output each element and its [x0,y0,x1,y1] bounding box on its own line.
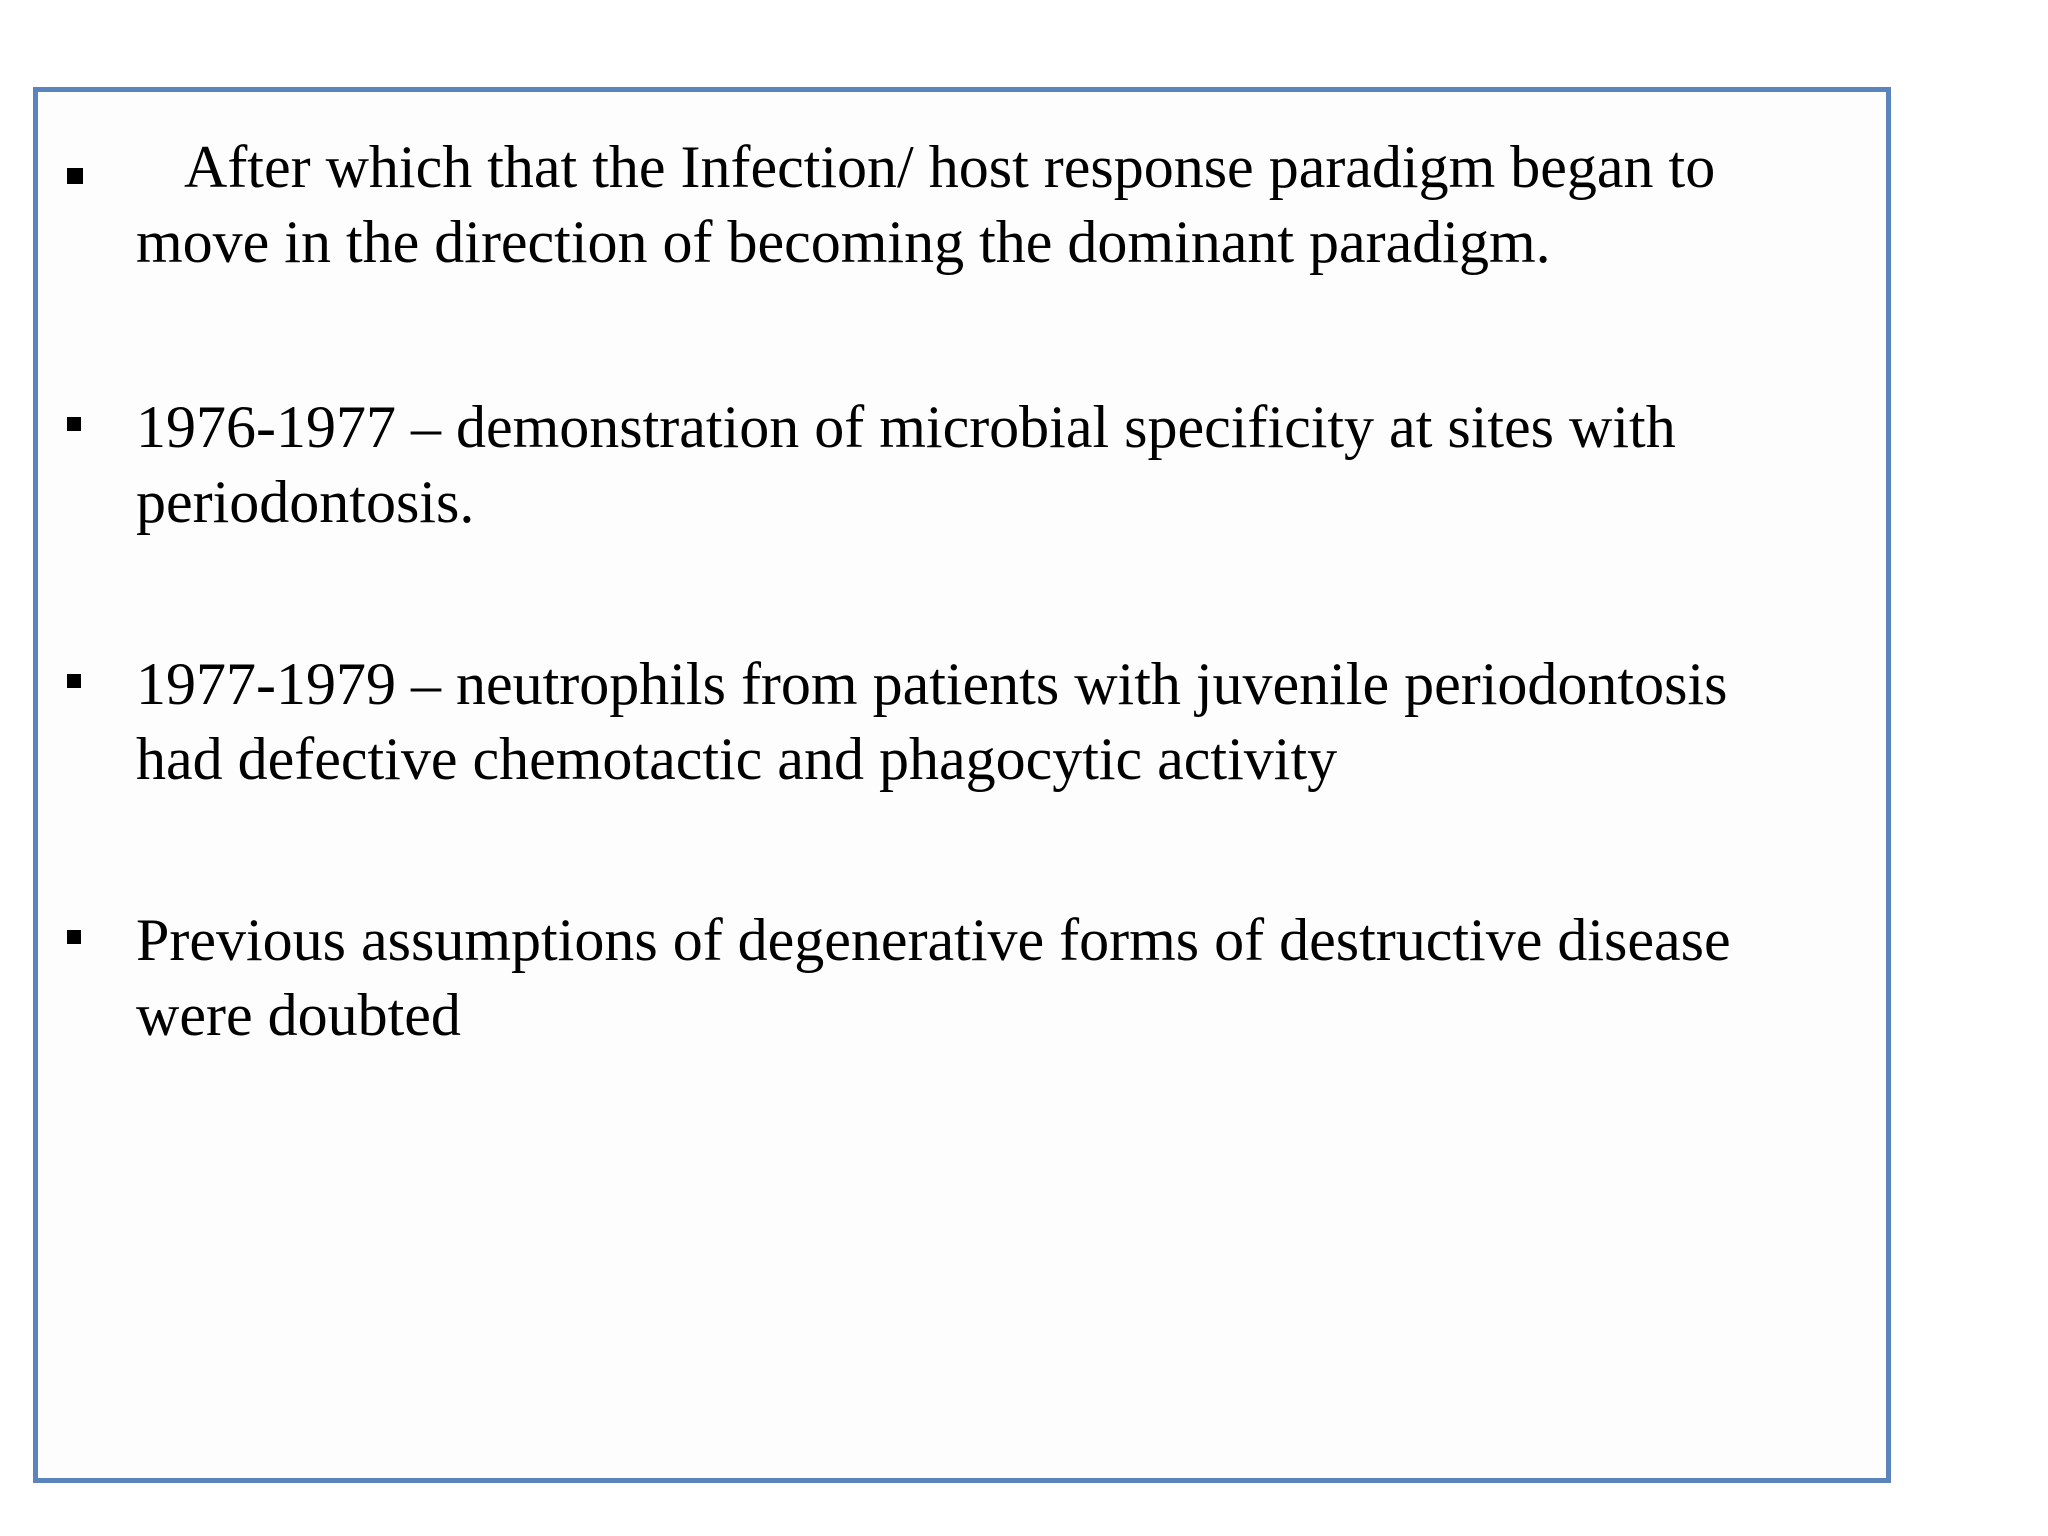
bullet-line-2: were doubted [136,982,461,1048]
bullet-line-1-text: After which that the Infection/ host response paradigm began to [184,134,1716,200]
square-bullet-icon [67,930,81,944]
bullet-line-1: 1976-1977 – demonstration of microbial specificity at sites with [136,394,1676,460]
bullet-line-1: Previous assumptions of degenerative forms of destructive disease [136,907,1731,973]
square-bullet-icon [67,674,81,688]
bullet-text [136,130,1856,280]
bullet-line-2: periodontosis. [136,469,475,535]
bullet-line-2: move in the direction of becoming the dominant paradigm. [136,209,1551,275]
square-bullet-icon [67,168,83,184]
bullet-text [136,903,1856,1053]
square-bullet-icon [67,417,81,431]
bullet-text [136,390,1856,540]
bullet-line-1 [136,130,1856,205]
bullet-line-2: had defective chemotactic and phagocytic activity [136,726,1338,792]
content-text-box [33,87,1891,1483]
bullet-text [136,647,1856,797]
bullet-line-1: 1977-1979 – neutrophils from patients with juvenile periodontosis [136,651,1728,717]
